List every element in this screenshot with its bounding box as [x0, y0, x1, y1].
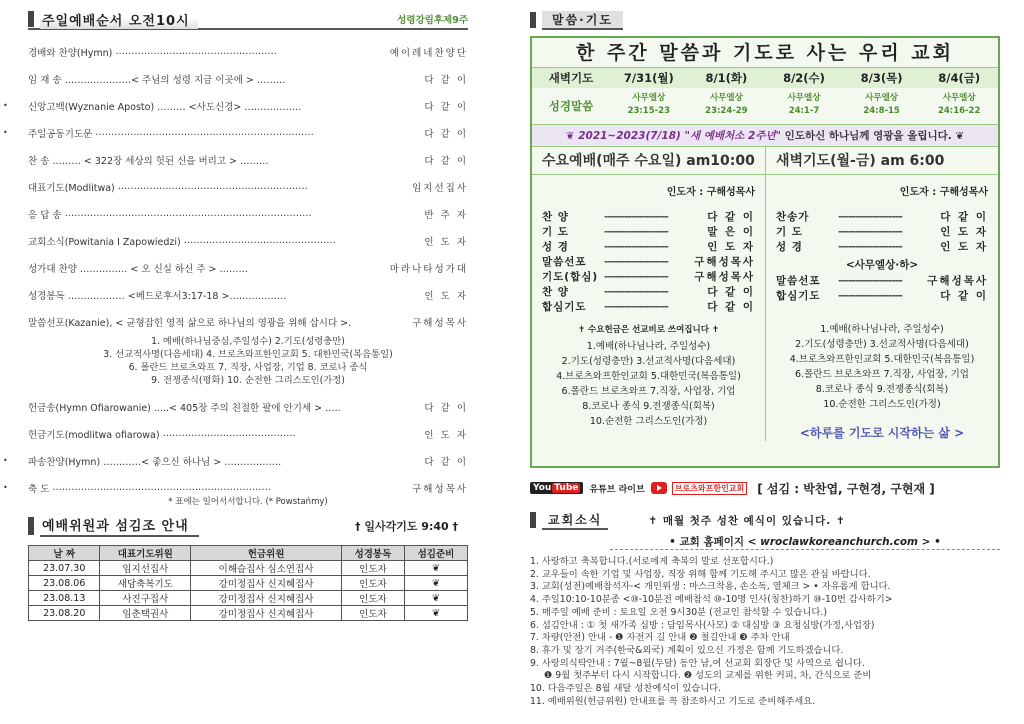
worship-order-list — [3, 38, 468, 335]
anniversary-italic: ❦ 2021~2023(7/18) "새 예배처소 2주년" — [565, 130, 782, 142]
news-item: 1. 사랑하고 축복합니다.(서로에게 축복의 말로 선포합시다.) — [530, 556, 774, 567]
news-item: 10. 다음주일은 8월 새달 성찬예식이 있습니다. — [530, 683, 722, 695]
service-order-line — [776, 289, 988, 304]
service-dashes: ------------------- — [604, 286, 668, 298]
order-item-leader: 다 같 이 — [424, 155, 468, 167]
news-item: 7. 차량(안전) 안내 - ❶ 자전거 길 안내 ❷ 철길안내 ❸ 주차 안내 — [530, 632, 790, 644]
service-leader: 인 도 자 — [940, 226, 988, 238]
order-item-leader: 임지선집사 — [412, 182, 468, 194]
play-icon[interactable] — [651, 482, 667, 494]
word-prayer-title: 말씀·기도 — [542, 11, 623, 30]
order-row — [28, 227, 468, 254]
order-row — [28, 38, 468, 65]
order-item-detail: …………………………………………… — [115, 46, 277, 57]
table-cell: ❦ — [404, 591, 467, 606]
service-item: 기 도 — [776, 226, 803, 238]
schedule-day: 7/31(월) — [610, 68, 688, 88]
table-cell: 새담축복기도 — [100, 576, 191, 591]
wednesday-order — [542, 210, 755, 315]
service-leader: 구해성목사 — [694, 256, 755, 268]
schedule-book: 사무엘상 — [865, 93, 899, 103]
duty-column-header: 성경봉독 — [341, 546, 404, 561]
service-order-line — [542, 240, 755, 255]
service-dashes: ------------------- — [604, 241, 668, 253]
order-item-detail: …………………………………………………………… — [52, 482, 271, 493]
table-cell: 임지선집사 — [100, 561, 191, 576]
order-row — [28, 146, 468, 173]
wednesday-title: 수요예배(매주 수요일) am10:00 — [532, 147, 765, 175]
order-item-leader: 마라나타성가대 — [389, 263, 468, 275]
order-item-detail: …………… < 오 신실 하신 주 > ……… — [79, 263, 249, 275]
service-leader: 다 같 이 — [707, 211, 755, 223]
church-news-title: 교회소식 — [542, 511, 608, 530]
order-bullet: • — [3, 101, 8, 110]
dawn-order — [776, 210, 988, 255]
schedule-cell — [843, 88, 921, 124]
order-item-name: 파송찬양(Hymn) — [28, 456, 101, 468]
service-order-line — [776, 225, 988, 240]
service-dashes: ------------------- — [838, 275, 902, 287]
order-item-name: 말씀선포(Kazanie), — [28, 317, 113, 329]
service-order-line — [776, 210, 988, 225]
news-item: 11. 예배위원(헌금위원) 안내표를 꼭 참조하시고 기도로 준비해주세요. — [530, 695, 816, 707]
schedule-book: 사무엘상 — [942, 93, 976, 103]
service-order-line — [542, 210, 755, 225]
church-news-header — [530, 510, 1000, 530]
homepage-link[interactable]: wroclawkoreanchurch.com — [760, 536, 918, 548]
order-bullet: • — [3, 456, 8, 465]
left-column — [3, 10, 468, 621]
service-leader: 인 도 자 — [707, 241, 755, 253]
table-cell: 임춘택권사 — [100, 606, 191, 621]
prayer-line: 3. 선교적사명(다음세대) 4. 브로츠와프한인교회 5. 대한민국(복음통일) — [103, 349, 393, 360]
table-row — [29, 561, 468, 576]
prayer-line: 2.기도(성령충만) 3.선교적사명(다음세대) — [795, 339, 969, 350]
homepage-end: > • — [917, 536, 941, 548]
schedule-verse: 24:16-22 — [937, 106, 981, 116]
anniversary-plain: 인도하신 하나님께 영광을 올립니다. ❦ — [781, 130, 965, 142]
news-item: 3. 교회(성전)예배참석자-< 개인위생 : 마스크착용, 손소독, 열체크 > • 자유롭게 합니다. — [530, 581, 891, 593]
news-item: 4. 주일10:10-10분종 <⑩-10분전 예배참석 ⑩-10명 인사(칭찬)하기 ⑩-10번 감사하기> — [530, 594, 893, 606]
prayer-line: 6.폴란드 브로츠와프 7.직장, 사업장, 기업 — [561, 386, 736, 397]
homepage-line — [610, 534, 1000, 550]
order-item-name: 응 답 송 — [28, 209, 62, 221]
worship-order-header — [28, 10, 468, 30]
header-bar — [28, 517, 34, 535]
header-bar — [530, 512, 536, 528]
youtube-logo-you: You — [533, 483, 552, 493]
prayer-line: 6. 폴란드 브로츠와프 7. 직장, 사업장, 기업 8. 코로나 종식 — [128, 362, 368, 373]
service-leader: 다 같 이 — [707, 286, 755, 298]
schedule-book: 사무엘상 — [632, 93, 666, 103]
order-item-name: 성경봉독 — [28, 290, 65, 302]
service-leader: 구해성목사 — [927, 275, 988, 287]
standing-footnote: * 표에는 일어서서합니다. (* Powstańmy) — [168, 497, 328, 507]
wednesday-leader: 인도자 : 구해성목사 — [666, 187, 755, 198]
news-item: 5. 매주일 예배 준비 : 토요일 오전 9시30분 (전교인 참석할 수 있습니다.) — [530, 606, 827, 618]
schedule-book: 사무엘상 — [709, 93, 743, 103]
order-bullet: • — [3, 128, 8, 137]
service-dashes: ------------------- — [604, 226, 668, 238]
order-row — [28, 281, 468, 308]
duty-column-header: 대표기도위원 — [100, 546, 191, 561]
order-item-name: 신앙고백(Wyznanie Aposto) — [28, 101, 155, 113]
order-row — [28, 173, 468, 200]
service-order-line — [542, 270, 755, 285]
header-bar — [530, 12, 536, 28]
order-item-name: 임 재 송 — [28, 74, 62, 86]
worship-order-list-2 — [3, 393, 468, 501]
order-item-name: 주일공동기도문 — [28, 128, 93, 140]
order-row — [28, 254, 468, 281]
service-dashes: ------------------- — [838, 290, 902, 302]
table-cell: 인도자 — [341, 606, 404, 621]
order-bullet: • — [3, 483, 8, 492]
table-cell: 이해슬집사 심소연집사 — [191, 561, 342, 576]
sermon-prayer-list — [28, 335, 468, 387]
church-news-list — [530, 556, 1000, 708]
service-leader: 다 같 이 — [707, 301, 755, 313]
schedule-cell — [688, 88, 766, 124]
duty-column-header: 날 짜 — [29, 546, 100, 561]
service-columns — [532, 147, 998, 441]
order-item-leader: 반 주 자 — [424, 209, 468, 221]
order-item-leader: 다 같 이 — [424, 456, 468, 468]
worship-order-title: 주일예배순서 오전10시 — [40, 10, 198, 29]
service-leader: 다 같 이 — [940, 211, 988, 223]
order-row — [28, 65, 468, 92]
table-cell: 23.08.13 — [29, 591, 100, 606]
table-cell: 23.07.30 — [29, 561, 100, 576]
table-cell: ❦ — [404, 606, 467, 621]
schedule-day: 8/3(목) — [843, 68, 921, 88]
wednesday-offering-note: ✝ 수요헌금은 선교비로 쓰여집니다 ✝ — [577, 325, 720, 335]
order-row — [3, 119, 468, 146]
schedule-verse: 24:1-7 — [788, 106, 820, 116]
duty-table-body — [29, 561, 468, 621]
service-dashes: ------------------- — [838, 226, 902, 238]
prayer-line: 9. 전쟁종식(평화) 10. 순전한 그리스도인(가정) — [151, 375, 345, 386]
service-item: 기 도 — [542, 226, 569, 238]
channel-name[interactable]: 브로츠와프한인교회 — [672, 482, 748, 495]
order-item-detail: ………………………………………… — [183, 235, 336, 246]
order-row — [3, 92, 468, 119]
order-item-leader: 예이레네찬양단 — [389, 47, 468, 59]
service-dashes: ------------------- — [604, 256, 668, 268]
order-item-leader: 구해성목사 — [412, 483, 468, 495]
schedule-cell — [765, 88, 843, 124]
dawn-title: 새벽기도(월-금) am 6:00 — [766, 147, 998, 175]
dawn-order-2 — [776, 274, 988, 304]
table-cell: 강미정집사 신지혜집사 — [191, 576, 342, 591]
service-item: 성 경 — [776, 241, 803, 253]
liturgical-week: 성령강림후제9주 — [397, 15, 468, 26]
service-leader: 구해성목사 — [694, 271, 755, 283]
order-item-detail: ……… <사도신경> ……………… — [157, 101, 302, 113]
order-item-leader: 다 같 이 — [424, 128, 468, 140]
table-cell: 인도자 — [341, 591, 404, 606]
order-item-detail: < 균형잡힌 영적 삶으로 하나님의 영광을 위해 삽시다 >. — [115, 317, 352, 329]
service-dashes: ------------------- — [604, 271, 668, 283]
service-dashes: ------------------- — [838, 241, 902, 253]
service-order-line — [542, 225, 755, 240]
service-item: 찬송가 — [776, 211, 810, 223]
prayer-line: 1.예배(하나님나라, 주일성수) — [820, 324, 944, 335]
duty-column-header: 섬김준비 — [404, 546, 467, 561]
service-dashes: ------------------- — [604, 301, 668, 313]
order-item-detail: .....< 405장 주의 친절한 팔에 안기세 > ….. — [153, 402, 341, 414]
order-row — [28, 393, 468, 420]
order-item-name: 성가대 찬양 — [28, 263, 77, 275]
table-row — [29, 591, 468, 606]
schedule-cell — [610, 88, 688, 124]
schedule-day: 8/1(화) — [688, 68, 766, 88]
dawn-motto: <하루를 기도로 시작하는 삶 > — [799, 426, 965, 440]
prayer-line: 2.기도(성령충만) 3.선교적사명(다음세대) — [561, 356, 736, 367]
service-item: 말씀선포 — [776, 275, 821, 287]
homepage-label: • 교회 홈페이지 < — [669, 536, 761, 548]
wednesday-service — [532, 147, 765, 441]
schedule-cell — [920, 88, 998, 124]
prayer-line: 1.예배(하나님나라, 주일성수) — [586, 341, 711, 352]
order-item-leader: 인 도 자 — [424, 236, 468, 248]
order-item-detail: ……… < 322장 세상의 헛된 신을 버리고 > ……… — [52, 155, 269, 167]
service-order-line — [542, 285, 755, 300]
order-item-name: 대표기도(Modlitwa) — [28, 182, 115, 194]
order-item-detail: …………………………………… — [162, 428, 296, 439]
order-item-leader: 인 도 자 — [424, 290, 468, 302]
news-item: 9. 사랑의식탁안내 : 7월~8월(두달) 동안 남,여 선교회 회장단 및 사역으로 쉽니다. — [530, 657, 865, 669]
wednesday-prayer-list — [542, 339, 755, 429]
servers-note: [ 섬김 : 박찬엽, 구현경, 구현재 ] — [757, 481, 935, 496]
order-row — [3, 447, 468, 474]
order-item-name: 축 도 — [28, 483, 50, 495]
table-cell: 인도자 — [341, 576, 404, 591]
service-order-line — [776, 274, 988, 289]
anniversary-note — [532, 125, 998, 147]
order-row — [28, 308, 468, 335]
service-item: 합심기도 — [776, 290, 821, 302]
schedule-book: 사무엘상 — [787, 93, 821, 103]
service-item: 찬 양 — [542, 286, 569, 298]
news-item: 8. 휴가 및 장기 거주(한국&외국) 계획이 있으신 가정은 함께 기도하겠습니다. — [530, 644, 844, 656]
table-cell: 강미정집사 신지혜집사 — [191, 591, 342, 606]
order-item-leader: 구해성목사 — [412, 317, 468, 329]
order-item-detail: …………………………………………………………………… — [64, 208, 312, 219]
prayer-line: 6.폴란드 브로츠와프 7.직장, 사업장, 기업 — [795, 369, 969, 380]
service-order-line — [542, 255, 755, 270]
prayer-time-note: † 일사각기도 9:40 † — [355, 520, 458, 533]
table-cell: ❦ — [404, 561, 467, 576]
weekly-schedule-box — [530, 36, 1000, 468]
news-item: 6. 섬김안내 : ① 첫 새가족 심방 : 담임목사(사모) ② 대심방 ③ 요청심방(가정,사업장) — [530, 619, 875, 631]
prayer-line: 8.코로나 종식 9.전쟁종식(회복) — [815, 384, 949, 395]
service-item: 찬 양 — [542, 211, 569, 223]
prayer-line: 1. 예배(하나님중심,주일성수) 2.기도(성령충만) — [151, 336, 345, 347]
service-leader: 인 도 자 — [940, 241, 988, 253]
dawn-bible-schedule — [532, 68, 998, 125]
service-item: 말씀선포 — [542, 256, 587, 268]
news-item: 2. 교우들이 속한 기업 및 사업장, 직장 위해 함께 기도해 주시고 많은 관심 바랍니다. — [530, 568, 871, 580]
table-cell: ❦ — [404, 576, 467, 591]
duty-table — [28, 545, 468, 621]
prayer-line: 8.코로나 종식 9.전쟁종식(회복) — [582, 401, 715, 412]
order-item-name: 헌금송(Hymn Ofiarowanie) — [28, 402, 151, 414]
youtube-logo-tube: Tube — [554, 483, 579, 493]
order-item-name: 헌금기도(modlitwa ofiarowa) — [28, 429, 160, 441]
service-item: 성 경 — [542, 241, 569, 253]
order-item-detail: …………………………………………………… — [117, 181, 308, 192]
right-column — [530, 10, 1000, 708]
schedule-verse: 23:24-29 — [705, 106, 748, 116]
order-item-leader: 인 도 자 — [424, 429, 468, 441]
order-item-name: 교회소식(Powitania I Zapowiedzi) — [28, 236, 181, 248]
table-cell: 23.08.20 — [29, 606, 100, 621]
schedule-label-head: 새벽기도 — [532, 68, 610, 88]
table-cell: 23.08.06 — [29, 576, 100, 591]
service-leader: 말 은 이 — [707, 226, 755, 238]
youtube-live-label: 유튜브 라이브 — [589, 484, 645, 495]
prayer-line: 4.브로츠와프한인교회 5.대한민국(복음통일) — [556, 371, 741, 382]
table-cell: 강미정집사 신지혜집사 — [191, 606, 342, 621]
schedule-day: 8/4(금) — [920, 68, 998, 88]
duty-header — [28, 515, 468, 537]
dawn-book: <사무엘상·하> — [845, 259, 919, 271]
header-bar — [28, 11, 34, 27]
table-cell: 사진구집사 — [100, 591, 191, 606]
schedule-day: 8/2(수) — [765, 68, 843, 88]
schedule-verse: 23:15-23 — [627, 106, 670, 116]
service-item: 합심기도 — [542, 301, 587, 313]
table-row — [29, 576, 468, 591]
communion-note: ✝ 매월 첫주 성찬 예식이 있습니다. ✝ — [648, 514, 846, 527]
service-leader: 다 같 이 — [940, 290, 988, 302]
duty-column-header: 헌금위원 — [191, 546, 342, 561]
order-item-leader: 다 같 이 — [424, 74, 468, 86]
order-item-name: 찬 송 — [28, 155, 50, 167]
schedule-verse: 24:8-15 — [863, 106, 900, 116]
duty-table-header — [29, 546, 468, 561]
prayer-line: 10.순전한 그리스도인(가정) — [589, 416, 708, 427]
order-item-detail: …………< 좋으신 하나님 > ……………… — [103, 456, 282, 468]
order-item-detail: ……………… <베드로후서3:17-18 >……………… — [67, 290, 287, 302]
duty-title: 예배위원과 섬김조 안내 — [40, 515, 199, 537]
table-cell: 인도자 — [341, 561, 404, 576]
service-dashes: ------------------- — [838, 211, 902, 223]
order-row — [28, 200, 468, 227]
order-item-name: 경배와 찬양(Hymn) — [28, 47, 113, 59]
dawn-prayer-list — [776, 322, 988, 412]
service-order-line — [542, 300, 755, 315]
weekly-box-title: 한 주간 말씀과 기도로 사는 우리 교회 — [532, 38, 998, 68]
order-item-leader: 다 같 이 — [424, 101, 468, 113]
service-order-line — [776, 240, 988, 255]
service-item: 기도(합심) — [542, 271, 599, 283]
order-row — [28, 420, 468, 447]
news-item: ❶ 9월 첫주부터 다시 시작합니다. ❷ 성도의 교제를 위한 커피, 차, 간식으로 준비 — [544, 670, 872, 682]
youtube-strip — [530, 476, 1000, 500]
dawn-service — [765, 147, 998, 441]
prayer-line: 4.브로츠와프한인교회 5.대한민국(복음통일) — [789, 354, 975, 365]
word-prayer-header — [530, 10, 1000, 30]
table-row — [29, 606, 468, 621]
order-item-leader: 다 같 이 — [424, 402, 468, 414]
service-dashes: ------------------- — [604, 211, 668, 223]
dawn-leader: 인도자 : 구해성목사 — [899, 187, 988, 198]
order-item-detail: …………………< 주님의 성령 지금 이곳에 > ……… — [64, 74, 286, 86]
youtube-logo-icon[interactable] — [530, 482, 583, 494]
schedule-row-label: 성경말씀 — [548, 99, 594, 113]
prayer-line: 10.순전한 그리스도인(가정) — [823, 399, 941, 410]
order-row — [3, 474, 468, 501]
order-item-detail: …………………………………………………………… — [95, 127, 314, 138]
